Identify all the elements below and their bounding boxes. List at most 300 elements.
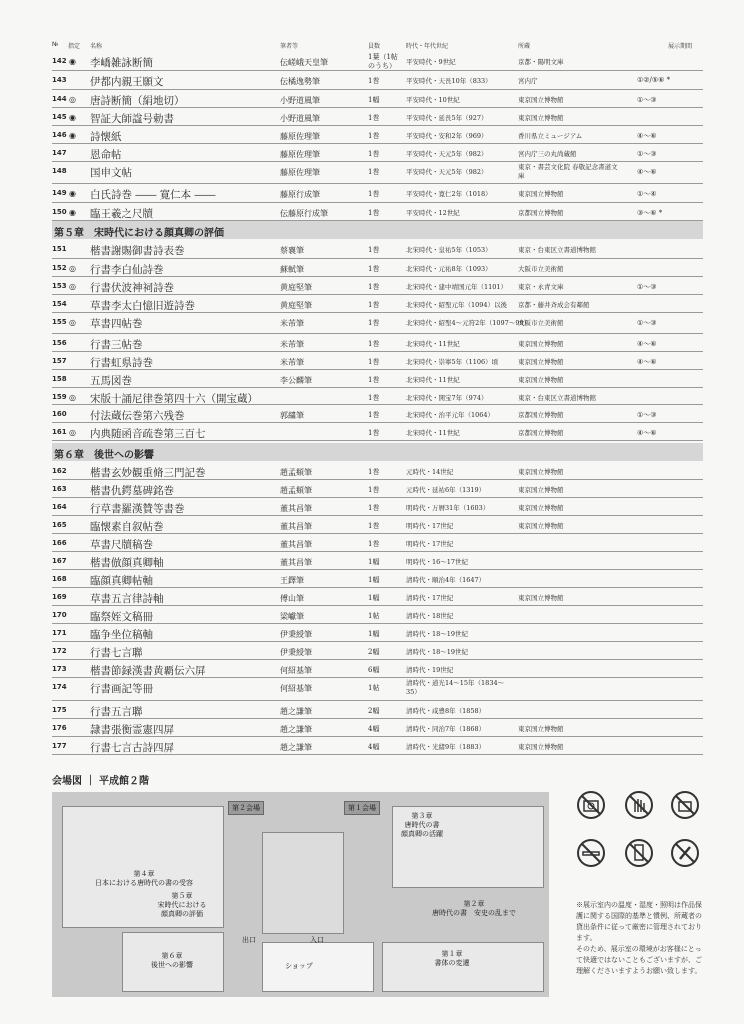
cell-period: 清時代・光緒9年（1883） bbox=[406, 743, 486, 751]
cell-author: 董其昌筆 bbox=[280, 540, 312, 549]
conservation-note: ※展示室内の温度・湿度・照明は作品保護に関する国際的基準と慣例、所蔵者の貸出条件に従って厳密に管理されております。 そのため、展示室の環境がお客様にとって快適ではないこともございますが、ご理解くださいますようお願い致します。 bbox=[576, 901, 702, 975]
table-row bbox=[52, 108, 703, 126]
table-row bbox=[52, 71, 703, 90]
cell-row-number: 160 bbox=[52, 410, 67, 418]
cell-row-number: 145 bbox=[52, 113, 67, 121]
cell-owner: 東京国立博物館 bbox=[518, 504, 564, 512]
cell-author: 梁巘筆 bbox=[280, 612, 304, 621]
map-label-ch6: 第６章 後世への影響 bbox=[151, 952, 193, 969]
cell-owner: 東京国立博物館 bbox=[518, 743, 564, 751]
cell-quantity: 4幅 bbox=[368, 743, 380, 751]
chapter-6-heading bbox=[52, 443, 703, 461]
cell-owner: 京都国立博物館 bbox=[518, 429, 564, 437]
cell-work-title: 隷書張衡霊憲四屏 bbox=[90, 724, 174, 736]
cell-row-number: 154 bbox=[52, 300, 67, 308]
table-row bbox=[52, 462, 703, 480]
cell-owner: 京都国立博物館 bbox=[518, 209, 564, 217]
cell-period: 北宋時代・元祐8年（1093） bbox=[406, 265, 492, 273]
cell-owner: 京都・陽明文庫 bbox=[518, 58, 564, 66]
cell-owner: 東京国立博物館 bbox=[518, 376, 564, 384]
table-row bbox=[52, 516, 703, 534]
cell-designation-mark: ◉ bbox=[69, 189, 76, 198]
map-label-ch5: 第５章 宋時代における 顔真卿の評価 bbox=[157, 892, 207, 918]
cell-quantity: 1帖 bbox=[368, 684, 380, 692]
header-author: 筆者等 bbox=[280, 43, 299, 50]
cell-work-title: 李嶠雑詠断簡 bbox=[90, 57, 153, 69]
cell-work-title: 宋版十誦尼律巻第四十六（開宝蔵） bbox=[90, 393, 258, 405]
cell-designation-mark: ◎ bbox=[69, 282, 76, 291]
cell-designation-mark: ◉ bbox=[69, 113, 76, 122]
table-row bbox=[52, 624, 703, 642]
cell-quantity: 1葉（1帖のうち） bbox=[368, 53, 398, 70]
cell-period: 明時代・万暦31年（1603） bbox=[406, 504, 490, 512]
cell-period: 清時代・18〜19世紀 bbox=[406, 648, 469, 656]
cell-row-number: 175 bbox=[52, 706, 67, 714]
cell-author: 米芾筆 bbox=[280, 358, 304, 367]
cell-row-number: 146 bbox=[52, 131, 67, 139]
table-row bbox=[52, 295, 703, 313]
cell-author: 黄庭堅筆 bbox=[280, 283, 312, 292]
cell-quantity: 1巻 bbox=[368, 190, 380, 198]
prohibition-icons bbox=[574, 790, 704, 882]
cell-quantity: 6幅 bbox=[368, 666, 380, 674]
cell-work-title: 楷書節録漢書黄覇伝六屏 bbox=[90, 665, 206, 677]
cell-row-number: 157 bbox=[52, 357, 67, 365]
cell-owner: 東京国立博物館 bbox=[518, 114, 564, 122]
cell-quantity: 1幅 bbox=[368, 576, 380, 584]
cell-row-number: 143 bbox=[52, 76, 67, 84]
cell-work-title: 付法蔵伝巻第六残巻 bbox=[90, 410, 185, 422]
cell-row-number: 164 bbox=[52, 503, 67, 511]
cell-row-number: 161 bbox=[52, 428, 67, 436]
map-title: 会場図 ｜ 平成館２階 bbox=[52, 776, 149, 787]
map-label-exit: 出口 bbox=[242, 936, 256, 944]
cell-owner: 東京・台東区立書道博物館 bbox=[518, 394, 596, 402]
cell-period: 平安時代・10世紀 bbox=[406, 96, 460, 104]
cell-work-title: 楷書玄妙観重脩三門記巻 bbox=[90, 467, 206, 479]
cell-period: 平安時代・天長10年（833） bbox=[406, 77, 492, 85]
table-row bbox=[52, 203, 703, 221]
cell-exhibit-period: ④〜⑥ bbox=[637, 132, 657, 140]
cell-exhibit-period: ①〜③ bbox=[637, 283, 657, 291]
table-row bbox=[52, 388, 703, 405]
cell-author: 趙之謙筆 bbox=[280, 707, 312, 716]
cell-period: 清時代・17世紀 bbox=[406, 594, 454, 602]
cell-work-title: 行草書羅漢贊等書巻 bbox=[90, 503, 185, 515]
cell-author: 董其昌筆 bbox=[280, 504, 312, 513]
cell-author: 伝橘逸勢筆 bbox=[280, 77, 320, 86]
cell-author: 何紹基筆 bbox=[280, 666, 312, 675]
cell-author: 蘇軾筆 bbox=[280, 265, 304, 274]
cell-period: 清時代・順治4年（1647） bbox=[406, 576, 486, 584]
cell-owner: 香川県立ミュージアム bbox=[518, 132, 583, 140]
cell-exhibit-period: ①〜③ bbox=[637, 319, 657, 327]
header-quantity: 員数 bbox=[368, 43, 381, 50]
cell-work-title: 臨争坐位稿軸 bbox=[90, 629, 153, 641]
cell-work-title: 草書四帖巻 bbox=[90, 318, 143, 330]
cell-row-number: 172 bbox=[52, 647, 67, 655]
cell-quantity: 1巻 bbox=[368, 394, 380, 402]
cell-quantity: 1帖 bbox=[368, 612, 380, 620]
cell-designation-mark: ◉ bbox=[69, 131, 76, 140]
cell-author: 趙之謙筆 bbox=[280, 725, 312, 734]
cell-period: 清時代・咸豊8年（1858） bbox=[406, 707, 486, 715]
cell-designation-mark: ◎ bbox=[69, 393, 76, 402]
cell-author: 何紹基筆 bbox=[280, 684, 312, 693]
cell-author: 李公麟筆 bbox=[280, 376, 312, 385]
cell-owner: 京都国立博物館 bbox=[518, 411, 564, 419]
cell-row-number: 153 bbox=[52, 282, 67, 290]
cell-row-number: 170 bbox=[52, 611, 67, 619]
table-row bbox=[52, 588, 703, 606]
cell-period: 平安時代・12世紀 bbox=[406, 209, 460, 217]
cell-period: 明時代・17世紀 bbox=[406, 522, 454, 530]
cell-work-title: 楷書謝賜御書詩表巻 bbox=[90, 245, 185, 257]
table-row bbox=[52, 719, 703, 737]
cell-author: 趙孟頫筆 bbox=[280, 468, 312, 477]
cell-work-title: 行書虹県詩巻 bbox=[90, 357, 153, 369]
table-row bbox=[52, 52, 703, 71]
map-tag-hall1: 第１会場 bbox=[344, 801, 380, 815]
table-row bbox=[52, 480, 703, 498]
no-food-icon bbox=[670, 790, 700, 820]
cell-designation-mark: ◎ bbox=[69, 318, 76, 327]
cell-author: 伊秉綬筆 bbox=[280, 630, 312, 639]
cell-period: 北宋時代・開宝7年（974） bbox=[406, 394, 488, 402]
cell-row-number: 155 bbox=[52, 318, 67, 326]
cell-quantity: 1幅 bbox=[368, 630, 380, 638]
cell-work-title: 楷書倣顔真卿軸 bbox=[90, 557, 164, 569]
cell-owner: 宮内庁三の丸尚蔵館 bbox=[518, 150, 577, 158]
header-owner: 所蔵 bbox=[518, 43, 531, 50]
header-no: № bbox=[52, 41, 59, 48]
table-row bbox=[52, 162, 703, 184]
cell-period: 北宋時代・崇寧5年（1106）頃 bbox=[406, 358, 499, 366]
cell-work-title: 草書李太白憶旧遊詩巻 bbox=[90, 300, 195, 312]
cell-work-title: 行書画記等冊 bbox=[90, 683, 153, 695]
map-label-ch1: 第１章 書体の変遷 bbox=[434, 950, 470, 967]
no-smoking-icon bbox=[576, 838, 606, 868]
cell-designation-mark: ◎ bbox=[69, 428, 76, 437]
cell-period: 北宋時代・11世紀 bbox=[406, 429, 460, 437]
cell-quantity: 1巻 bbox=[368, 132, 380, 140]
cell-work-title: 草書尺牘稿巻 bbox=[90, 539, 153, 551]
cell-work-title: 臨顔真卿帖軸 bbox=[90, 575, 153, 587]
cell-period: 清時代・18〜19世紀 bbox=[406, 630, 469, 638]
no-camera-icon bbox=[576, 790, 606, 820]
cell-period: 元時代・延祐6年（1319） bbox=[406, 486, 486, 494]
cell-author: 郭繍筆 bbox=[280, 411, 304, 420]
header-name: 名称 bbox=[90, 43, 103, 50]
map-label-ch2: 第２章 唐時代の書 安史の乱まで bbox=[432, 900, 516, 917]
cell-work-title: 唐詩断簡（絹地切） bbox=[90, 95, 185, 107]
cell-author: 小野道風筆 bbox=[280, 96, 320, 105]
cell-row-number: 162 bbox=[52, 467, 67, 475]
cell-period: 明時代・16〜17世紀 bbox=[406, 558, 469, 566]
cell-quantity: 1巻 bbox=[368, 265, 380, 273]
map-label-shop: ショップ bbox=[285, 962, 313, 970]
cell-row-number: 152 bbox=[52, 264, 67, 272]
cell-owner: 東京国立博物館 bbox=[518, 96, 564, 104]
cell-designation-mark: ◎ bbox=[69, 95, 76, 104]
cell-row-number: 166 bbox=[52, 539, 67, 547]
cell-work-title: 臨祭姪文稿冊 bbox=[90, 611, 153, 623]
cell-period: 清時代・道光14〜15年（1834〜35） bbox=[406, 679, 505, 696]
cell-work-title: 行書李白仙詩巻 bbox=[90, 264, 164, 276]
cell-work-title: 行書伏波神祠詩巻 bbox=[90, 282, 174, 294]
map-label-entrance: 入口 bbox=[310, 936, 324, 944]
cell-exhibit-period: ④〜⑥ bbox=[637, 340, 657, 348]
cell-row-number: 168 bbox=[52, 575, 67, 583]
cell-owner: 東京・台東区立書道博物館 bbox=[518, 246, 596, 254]
cell-owner: 東京国立博物館 bbox=[518, 486, 564, 494]
chapter-5-title: 第５章 宋時代における顔真卿の評価 bbox=[54, 228, 224, 239]
cell-row-number: 158 bbox=[52, 375, 67, 383]
cell-period: 北宋時代・治平元年（1064） bbox=[406, 411, 495, 419]
cell-author: 藤原佐理筆 bbox=[280, 168, 320, 177]
cell-quantity: 1幅 bbox=[368, 594, 380, 602]
cell-work-title: 恩命帖 bbox=[90, 149, 122, 161]
cell-row-number: 149 bbox=[52, 189, 67, 197]
cell-exhibit-period: ①②/⑤⑥ * bbox=[637, 76, 671, 84]
cell-quantity: 1巻 bbox=[368, 486, 380, 494]
cell-quantity: 1巻 bbox=[368, 246, 380, 254]
cell-row-number: 171 bbox=[52, 629, 67, 637]
cell-period: 北宋時代・紹聖元年（1094）以後 bbox=[406, 301, 508, 309]
table-row bbox=[52, 90, 703, 108]
cell-work-title: 行書七言古詩四屏 bbox=[90, 742, 174, 754]
cell-row-number: 173 bbox=[52, 665, 67, 673]
cell-author: 趙之謙筆 bbox=[280, 743, 312, 752]
cell-author: 伊秉綬筆 bbox=[280, 648, 312, 657]
cell-owner: 東京国立博物館 bbox=[518, 190, 564, 198]
cell-quantity: 1巻 bbox=[368, 411, 380, 419]
cell-owner: 京都・藤井斉成会有鄰館 bbox=[518, 301, 590, 309]
cell-row-number: 147 bbox=[52, 149, 67, 157]
cell-author: 蔡襄筆 bbox=[280, 246, 304, 255]
cell-period: 北宋時代・皇祐5年（1053） bbox=[406, 246, 492, 254]
cell-quantity: 1巻 bbox=[368, 358, 380, 366]
cell-row-number: 176 bbox=[52, 724, 67, 732]
map-tag-hall2: 第２会場 bbox=[228, 801, 264, 815]
table-row bbox=[52, 701, 703, 719]
cell-exhibit-period: ③〜⑥ * bbox=[637, 209, 663, 217]
table-row bbox=[52, 240, 703, 259]
cell-work-title: 五馬図巻 bbox=[90, 375, 132, 387]
cell-quantity: 1巻 bbox=[368, 209, 380, 217]
cell-author: 藤原行成筆 bbox=[280, 190, 320, 199]
cell-work-title: 詩懐紙 bbox=[90, 131, 122, 143]
table-row bbox=[52, 534, 703, 552]
cell-period: 北宋時代・11世紀 bbox=[406, 340, 460, 348]
cell-quantity: 1巻 bbox=[368, 168, 380, 176]
cell-row-number: 167 bbox=[52, 557, 67, 565]
cell-period: 明時代・17世紀 bbox=[406, 540, 454, 548]
no-phone-icon bbox=[624, 838, 654, 868]
cell-author: 伝嵯峨天皇筆 bbox=[280, 58, 328, 67]
cell-owner: 東京国立博物館 bbox=[518, 358, 564, 366]
cell-period: 平安時代・安和2年（969） bbox=[406, 132, 488, 140]
cell-quantity: 1巻 bbox=[368, 468, 380, 476]
cell-period: 清時代・同治7年（1868） bbox=[406, 725, 486, 733]
cell-exhibit-period: ④〜⑥ bbox=[637, 358, 657, 366]
cell-row-number: 165 bbox=[52, 521, 67, 529]
table-row bbox=[52, 352, 703, 370]
cell-quantity: 1巻 bbox=[368, 301, 380, 309]
cell-author: 董其昌筆 bbox=[280, 522, 312, 531]
cell-exhibit-period: ①〜④ bbox=[637, 190, 657, 198]
cell-owner: 東京国立博物館 bbox=[518, 594, 564, 602]
table-row bbox=[52, 498, 703, 516]
table-row bbox=[52, 184, 703, 203]
floor-map bbox=[52, 792, 549, 997]
cell-quantity: 1巻 bbox=[368, 114, 380, 122]
table-row bbox=[52, 606, 703, 624]
cell-owner: 東京国立博物館 bbox=[518, 725, 564, 733]
table-row bbox=[52, 370, 703, 388]
cell-work-title: 白氏詩巻 ―― 寛仁本 ―― bbox=[90, 189, 216, 201]
cell-author: 董其昌筆 bbox=[280, 558, 312, 567]
cell-work-title: 草書五言律詩軸 bbox=[90, 593, 164, 605]
cell-period: 平安時代・天元5年（982） bbox=[406, 150, 488, 158]
cell-author: 米芾筆 bbox=[280, 319, 304, 328]
cell-work-title: 行書五言聯 bbox=[90, 706, 143, 718]
cell-owner: 宮内庁 bbox=[518, 77, 538, 85]
cell-row-number: 156 bbox=[52, 339, 67, 347]
cell-exhibit-period: ④〜⑥ bbox=[637, 168, 657, 176]
cell-owner: 東京・永青文庫 bbox=[518, 283, 564, 291]
cell-work-title: 行書三帖巻 bbox=[90, 339, 143, 351]
cell-row-number: 174 bbox=[52, 683, 67, 691]
cell-quantity: 4幅 bbox=[368, 725, 380, 733]
cell-row-number: 148 bbox=[52, 167, 67, 175]
cell-author: 米芾筆 bbox=[280, 340, 304, 349]
cell-work-title: 伊都内親王願文 bbox=[90, 76, 164, 88]
chapter-6-title: 第６章 後世への影響 bbox=[54, 450, 154, 461]
cell-row-number: 142 bbox=[52, 57, 67, 65]
cell-quantity: 1巻 bbox=[368, 522, 380, 530]
chapter-5-heading bbox=[52, 221, 703, 239]
map-center-hall bbox=[262, 832, 344, 934]
cell-row-number: 169 bbox=[52, 593, 67, 601]
cell-quantity: 1巻 bbox=[368, 376, 380, 384]
cell-work-title: 楷書仇鍔墓碑銘巻 bbox=[90, 485, 174, 497]
table-row bbox=[52, 334, 703, 352]
cell-quantity: 1巻 bbox=[368, 504, 380, 512]
cell-owner: 東京国立博物館 bbox=[518, 340, 564, 348]
header-mark: 指定 bbox=[68, 43, 81, 50]
cell-exhibit-period: ①〜③ bbox=[637, 96, 657, 104]
cell-author: 黄庭堅筆 bbox=[280, 301, 312, 310]
cell-period: 平安時代・寛仁2年（1018） bbox=[406, 190, 492, 198]
table-row bbox=[52, 259, 703, 277]
cell-quantity: 2幅 bbox=[368, 707, 380, 715]
cell-period: 平安時代・9世紀 bbox=[406, 58, 456, 66]
cell-author: 王鐸筆 bbox=[280, 576, 304, 585]
cell-quantity: 1巻 bbox=[368, 340, 380, 348]
cell-period: 清時代・19世紀 bbox=[406, 666, 454, 674]
cell-author: 藤原佐理筆 bbox=[280, 150, 320, 159]
cell-owner: 大阪市立美術館 bbox=[518, 319, 564, 327]
cell-period: 北宋時代・建中靖国元年（1101） bbox=[406, 283, 508, 291]
cell-period: 北宋時代・紹聖4〜元符2年（1097〜99） bbox=[406, 319, 531, 327]
header-period: 時代・年代世紀 bbox=[406, 43, 449, 50]
cell-row-number: 177 bbox=[52, 742, 67, 750]
cell-quantity: 1巻 bbox=[368, 429, 380, 437]
cell-work-title: 臨王羲之尺牘 bbox=[90, 208, 153, 220]
cell-quantity: 1巻 bbox=[368, 319, 380, 327]
cell-owner: 東京国立博物館 bbox=[518, 522, 564, 530]
cell-row-number: 144 bbox=[52, 95, 67, 103]
cell-owner: 東京国立博物館 bbox=[518, 468, 564, 476]
cell-work-title: 内典随函音疏巻第三百七 bbox=[90, 428, 206, 440]
header-exhibit: 展示期間 bbox=[668, 43, 693, 50]
cell-designation-mark: ◉ bbox=[69, 57, 76, 66]
cell-quantity: 1幅 bbox=[368, 558, 380, 566]
cell-owner: 大阪市立美術館 bbox=[518, 265, 564, 273]
cell-author: 傅山筆 bbox=[280, 594, 304, 603]
cell-work-title: 行書七言聯 bbox=[90, 647, 143, 659]
cell-quantity: 1巻 bbox=[368, 540, 380, 548]
table-row bbox=[52, 552, 703, 570]
map-label-ch4: 第４章 日本における唐時代の書の受容 bbox=[95, 870, 193, 887]
cell-author: 趙孟頫筆 bbox=[280, 486, 312, 495]
no-touch-icon bbox=[624, 790, 654, 820]
cell-period: 平安時代・延長5年（927） bbox=[406, 114, 488, 122]
cell-work-title: 臨懐素自叙帖巻 bbox=[90, 521, 164, 533]
table-header bbox=[52, 39, 703, 51]
no-pen-icon bbox=[670, 838, 700, 868]
table-row bbox=[52, 642, 703, 660]
cell-quantity: 1巻 bbox=[368, 283, 380, 291]
table-row bbox=[52, 678, 703, 701]
cell-designation-mark: ◉ bbox=[69, 208, 76, 217]
cell-author: 小野道風筆 bbox=[280, 114, 320, 123]
cell-author: 伝藤原行成筆 bbox=[280, 209, 328, 218]
table-row bbox=[52, 737, 703, 755]
table-row bbox=[52, 144, 703, 162]
cell-period: 北宋時代・11世紀 bbox=[406, 376, 460, 384]
cell-author: 藤原佐理筆 bbox=[280, 132, 320, 141]
cell-exhibit-period: ①〜③ bbox=[637, 411, 657, 419]
table-row bbox=[52, 423, 703, 441]
table-row bbox=[52, 313, 703, 334]
cell-quantity: 1幅 bbox=[368, 96, 380, 104]
cell-work-title: 智証大師諡号勅書 bbox=[90, 113, 174, 125]
cell-exhibit-period: ①〜③ bbox=[637, 150, 657, 158]
cell-period: 清時代・18世紀 bbox=[406, 612, 454, 620]
table-row bbox=[52, 660, 703, 678]
table-row bbox=[52, 405, 703, 423]
map-label-ch3: 第３章 唐時代の書 顔真卿の活躍 bbox=[401, 812, 443, 838]
cell-row-number: 150 bbox=[52, 208, 67, 216]
cell-work-title: 国申文帖 bbox=[90, 167, 132, 179]
cell-designation-mark: ◎ bbox=[69, 264, 76, 273]
cell-row-number: 151 bbox=[52, 245, 67, 253]
cell-quantity: 1巻 bbox=[368, 77, 380, 85]
cell-exhibit-period: ④〜⑥ bbox=[637, 429, 657, 437]
table-row bbox=[52, 277, 703, 295]
cell-period: 元時代・14世紀 bbox=[406, 468, 454, 476]
table-row bbox=[52, 570, 703, 588]
cell-period: 平安時代・天元5年（982） bbox=[406, 168, 488, 176]
cell-quantity: 2幅 bbox=[368, 648, 380, 656]
cell-row-number: 159 bbox=[52, 393, 67, 401]
cell-quantity: 1巻 bbox=[368, 150, 380, 158]
cell-row-number: 163 bbox=[52, 485, 67, 493]
cell-owner: 東京・書芸文化院 春敬記念書道文庫 bbox=[518, 163, 618, 180]
table-row bbox=[52, 126, 703, 144]
